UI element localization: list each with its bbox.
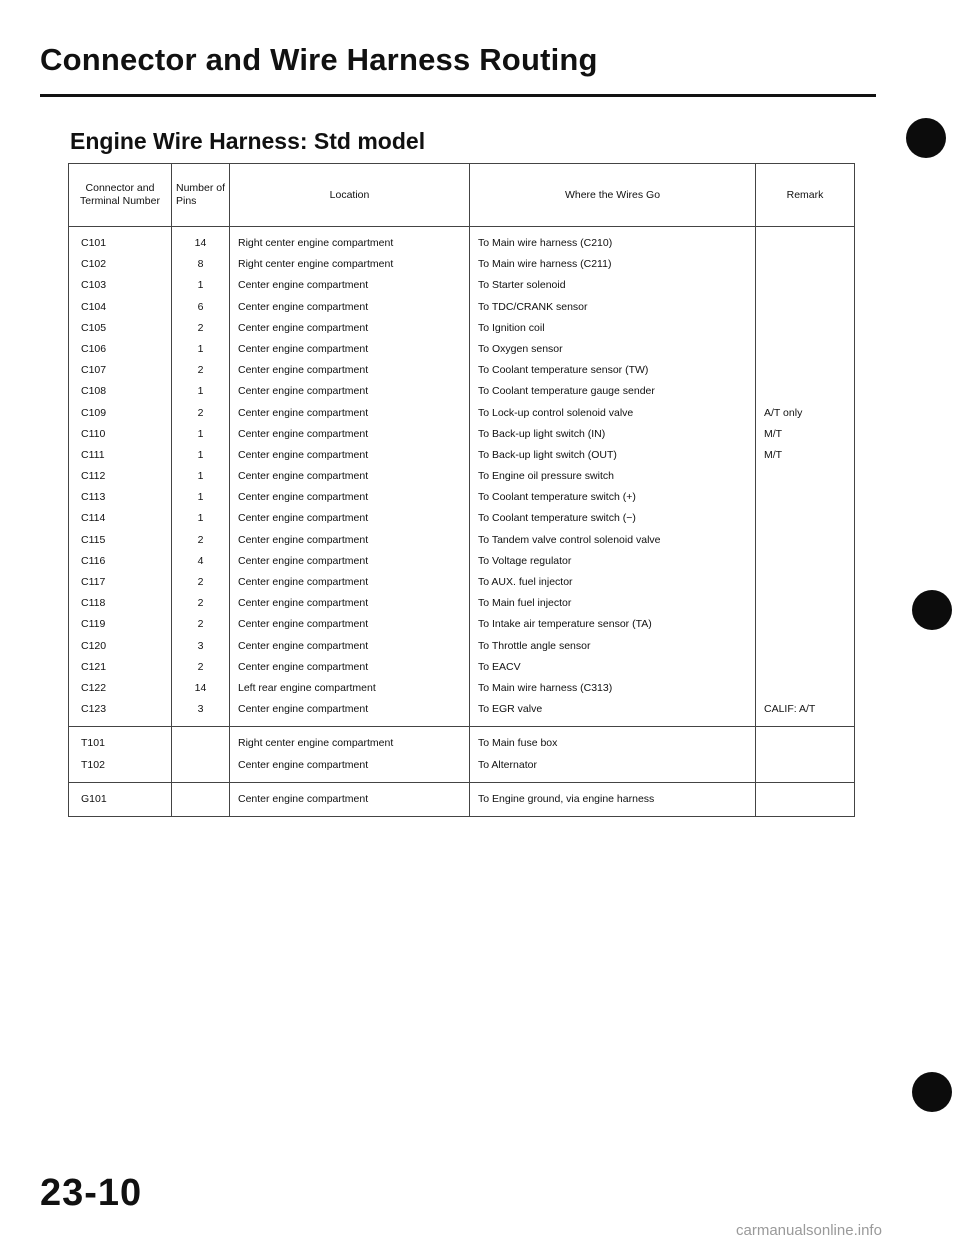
connector-cell xyxy=(69,782,172,816)
location-cell-line: Center engine compartment xyxy=(238,554,369,567)
location-cell-line: Center engine compartment xyxy=(238,597,369,610)
harness-table xyxy=(68,163,855,817)
pins-cell-line: 1 xyxy=(197,279,204,292)
wires-go-cell-line: To Coolant temperature switch (+) xyxy=(478,491,636,504)
remark-cell-line xyxy=(756,381,854,402)
wires-go-cell xyxy=(470,782,756,816)
connector-cell xyxy=(69,227,172,727)
table-row-group xyxy=(69,782,855,816)
location-cell-line: Center engine compartment xyxy=(238,406,369,419)
connector-cell-line: C108 xyxy=(81,385,107,398)
remark-cell-line: CALIF: A/T xyxy=(764,703,816,716)
table-body xyxy=(69,227,855,817)
connector-cell-line: C102 xyxy=(81,258,107,271)
connector-cell-line: C118 xyxy=(81,597,106,610)
wires-go-cell-line: To AUX. fuel injector xyxy=(478,576,573,588)
table-row-group xyxy=(69,727,855,782)
wires-go-cell-line: To EACV xyxy=(478,660,521,673)
location-cell-line: Center engine compartment xyxy=(238,470,369,483)
remark-cell-line xyxy=(756,466,854,487)
location-cell-line: Center engine compartment xyxy=(238,512,369,525)
wires-go-cell-line: To Back-up light switch (OUT) xyxy=(478,448,617,461)
connector-cell-line: C114 xyxy=(81,512,106,525)
header-pins: Number of Pins xyxy=(172,164,230,227)
wires-go-cell-line: To EGR valve xyxy=(478,703,543,716)
connector-cell-line: C122 xyxy=(81,681,107,694)
wires-go-cell-line: To Lock-up control solenoid valve xyxy=(478,406,634,419)
pins-cell-line: 8 xyxy=(197,258,204,271)
location-cell-line: Center engine compartment xyxy=(238,427,369,440)
wires-go-cell-line: To Tandem valve control solenoid valve xyxy=(478,533,661,546)
remark-cell-line xyxy=(756,487,854,508)
wires-go-cell-line: To Main wire harness (C210) xyxy=(478,237,613,249)
location-cell-line: Center engine compartment xyxy=(238,300,369,313)
pins-cell xyxy=(172,727,230,782)
pins-cell-line: 4 xyxy=(197,554,204,567)
location-cell-line: Center engine compartment xyxy=(238,703,369,716)
wires-go-cell-line: To Main wire harness (C313) xyxy=(478,681,613,694)
remark-cell-line xyxy=(756,593,854,614)
location-cell-line: Center engine compartment xyxy=(238,321,369,334)
pins-cell-line xyxy=(172,733,229,754)
pins-cell-line: 2 xyxy=(197,533,204,546)
location-cell xyxy=(230,727,470,782)
pins-cell-line: 2 xyxy=(197,660,204,673)
location-cell-line: Center engine compartment xyxy=(238,533,369,546)
connector-cell-line: C109 xyxy=(81,406,107,419)
wires-go-cell-line: To Main wire harness (C211) xyxy=(478,258,612,271)
remark-cell-line xyxy=(756,297,854,318)
location-cell xyxy=(230,227,470,727)
header-connector: Connector and Terminal Number xyxy=(69,164,172,227)
connector-cell xyxy=(69,727,172,782)
wires-go-cell-line: To Main fuse box xyxy=(478,737,558,750)
remark-cell-line xyxy=(756,530,854,551)
connector-cell-line: C103 xyxy=(81,279,107,292)
pins-cell-line: 2 xyxy=(197,364,204,377)
pins-cell-line: 2 xyxy=(197,597,204,610)
location-cell-line: Left rear engine compartment xyxy=(238,681,376,694)
remark-cell-line xyxy=(756,551,854,572)
wires-go-cell-line: To Throttle angle sensor xyxy=(478,639,591,652)
connector-cell-line: C112 xyxy=(81,470,106,483)
connector-cell-line: G101 xyxy=(81,792,107,805)
wires-go-cell-line: To Intake air temperature sensor (TA) xyxy=(478,618,652,631)
pins-cell-line: 14 xyxy=(194,681,207,694)
pins-cell-line xyxy=(172,789,229,810)
title-rule xyxy=(40,94,876,97)
wires-go-cell-line: To Voltage regulator xyxy=(478,554,572,567)
wires-go-cell-line: To Oxygen sensor xyxy=(478,342,563,355)
remark-cell-line xyxy=(756,360,854,381)
remark-cell-line xyxy=(756,733,854,754)
location-cell-line: Center engine compartment xyxy=(238,792,369,805)
location-cell-line: Center engine compartment xyxy=(238,342,369,355)
binder-hole-1 xyxy=(906,118,946,158)
location-cell-line: Center engine compartment xyxy=(238,618,369,631)
pins-cell-line: 1 xyxy=(197,448,204,461)
pins-cell-line: 2 xyxy=(197,576,204,588)
pins-cell-line: 1 xyxy=(197,427,204,440)
location-cell-line: Center engine compartment xyxy=(238,758,369,771)
remark-cell-line xyxy=(756,636,854,657)
pins-cell xyxy=(172,227,230,727)
header-remark: Remark xyxy=(756,164,855,227)
pins-cell-line: 1 xyxy=(197,342,204,355)
pins-cell-line: 2 xyxy=(197,321,204,334)
pins-cell-line: 1 xyxy=(197,470,204,483)
location-cell-line: Center engine compartment xyxy=(238,385,369,398)
pins-cell-line: 2 xyxy=(197,406,204,419)
remark-cell-line xyxy=(756,318,854,339)
header-wires-go: Where the Wires Go xyxy=(470,164,756,227)
connector-cell-line: C120 xyxy=(81,639,107,652)
connector-cell-line: C106 xyxy=(81,342,107,355)
remark-cell-line xyxy=(756,678,854,699)
connector-cell-line: C113 xyxy=(81,491,106,504)
wires-go-cell-line: To Coolant temperature sensor (TW) xyxy=(478,364,649,377)
location-cell-line: Center engine compartment xyxy=(238,491,369,504)
remark-cell-line xyxy=(756,755,854,776)
remark-cell-line xyxy=(756,789,854,810)
location-cell-line: Center engine compartment xyxy=(238,448,369,461)
pins-cell-line xyxy=(172,755,229,776)
location-cell-line: Center engine compartment xyxy=(238,364,369,377)
pins-cell-line: 2 xyxy=(197,618,204,631)
location-cell-line: Right center engine compartment xyxy=(238,258,394,271)
pins-cell xyxy=(172,782,230,816)
remark-cell xyxy=(756,782,855,816)
connector-cell-line: C111 xyxy=(81,448,105,461)
connector-cell-line: C119 xyxy=(81,618,106,631)
connector-cell-line: C115 xyxy=(81,533,106,546)
connector-cell-line: C123 xyxy=(81,703,107,716)
remark-cell-line xyxy=(756,572,854,593)
location-cell-line: Center engine compartment xyxy=(238,576,369,588)
connector-cell-line: C117 xyxy=(81,576,106,588)
binder-hole-3 xyxy=(912,1072,952,1112)
wires-go-cell-line: To Coolant temperature gauge sender xyxy=(478,385,655,398)
pins-cell-line: 3 xyxy=(197,703,204,716)
location-cell-line: Right center engine compartment xyxy=(238,737,394,750)
pins-cell-line: 3 xyxy=(197,639,204,652)
wires-go-cell-line: To Engine oil pressure switch xyxy=(478,470,614,483)
remark-cell-line xyxy=(756,339,854,360)
remark-cell-line: A/T only xyxy=(764,406,803,419)
wires-go-cell xyxy=(470,727,756,782)
wires-go-cell-line: To Starter solenoid xyxy=(478,279,566,292)
header-location: Location xyxy=(230,164,470,227)
location-cell-line: Center engine compartment xyxy=(238,639,369,652)
wires-go-cell-line: To Back-up light switch (IN) xyxy=(478,427,606,440)
connector-cell-line: T101 xyxy=(81,737,105,750)
table-row-group xyxy=(69,227,855,727)
pins-cell-line: 6 xyxy=(197,300,204,313)
watermark: carmanualsonline.info xyxy=(736,1222,882,1239)
wires-go-cell-line: To Ignition coil xyxy=(478,321,545,334)
connector-cell-line: C107 xyxy=(81,364,107,377)
wires-go-cell-line: To Engine ground, via engine harness xyxy=(478,792,655,805)
wires-go-cell-line: To Alternator xyxy=(478,758,537,771)
pins-cell-line: 14 xyxy=(194,237,207,249)
binder-hole-2 xyxy=(912,590,952,630)
remark-cell-line xyxy=(756,614,854,635)
remark-cell-line xyxy=(756,233,854,254)
remark-cell-line xyxy=(756,657,854,678)
page-number: 23-10 xyxy=(40,1172,143,1214)
table-header-row xyxy=(69,164,855,227)
page-title: Connector and Wire Harness Routing xyxy=(40,42,598,77)
connector-cell-line: C105 xyxy=(81,321,107,334)
location-cell xyxy=(230,782,470,816)
pins-cell-line: 1 xyxy=(197,491,204,504)
remark-cell xyxy=(756,227,855,727)
wires-go-cell xyxy=(470,227,756,727)
remark-cell-line xyxy=(756,254,854,275)
connector-cell-line: C116 xyxy=(81,554,106,567)
remark-cell-line xyxy=(756,275,854,296)
connector-cell-line: T102 xyxy=(81,758,105,771)
location-cell-line: Center engine compartment xyxy=(238,660,369,673)
remark-cell xyxy=(756,727,855,782)
pins-cell-line: 1 xyxy=(197,512,204,525)
remark-cell-line: M/T xyxy=(764,448,783,461)
remark-cell-line xyxy=(756,508,854,529)
connector-cell-line: C110 xyxy=(81,427,106,440)
connector-cell-line: C104 xyxy=(81,300,107,313)
wires-go-cell-line: To Main fuel injector xyxy=(478,597,572,610)
wires-go-cell-line: To Coolant temperature switch (−) xyxy=(478,512,636,525)
location-cell-line: Right center engine compartment xyxy=(238,237,394,249)
connector-cell-line: C101 xyxy=(81,237,107,249)
section-subtitle: Engine Wire Harness: Std model xyxy=(70,128,426,154)
wires-go-cell-line: To TDC/CRANK sensor xyxy=(478,300,588,313)
connector-cell-line: C121 xyxy=(81,660,107,673)
pins-cell-line: 1 xyxy=(197,385,204,398)
remark-cell-line: M/T xyxy=(764,427,783,440)
location-cell-line: Center engine compartment xyxy=(238,279,369,292)
